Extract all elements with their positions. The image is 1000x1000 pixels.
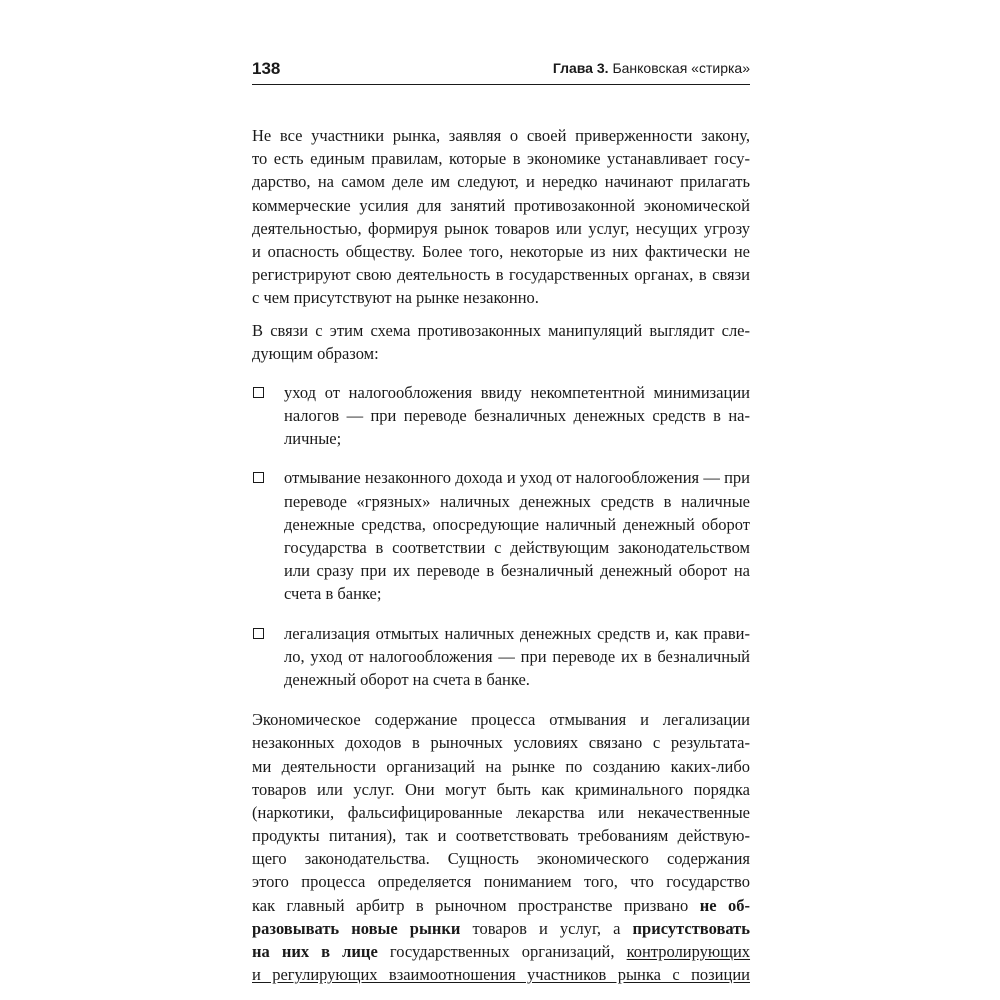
- text-line: и опасность обществу. Более того, некоторые из них фактически не: [252, 241, 750, 261]
- text-line: [252, 894, 750, 917]
- text-line: В связи с этим схема противозаконных манипуляций выглядит сле-: [252, 320, 750, 340]
- list-item: [252, 381, 750, 451]
- text-line: Не все участники рынка, заявляя о своей приверженности закону,: [252, 126, 750, 145]
- paragraph-intro: [252, 124, 750, 310]
- underlined-phrase: контролирующих: [626, 942, 751, 961]
- chapter-label: Глава 3.: [552, 60, 609, 76]
- text-line: [252, 917, 750, 940]
- chapter-title: Банковская «стирка»: [612, 60, 750, 76]
- text-line: отмывание незаконного дохода и уход от налогообложения — при: [284, 468, 750, 488]
- text-line: (наркотики, фальсифицированные лекарства или некачественные: [252, 802, 750, 822]
- text-line: уход от налогообложения ввиду некомпетентной минимизации: [284, 382, 750, 402]
- text-line: денежный оборот на счета в банке.: [284, 669, 530, 689]
- text-segment: товаров и услуг, а: [472, 918, 621, 938]
- text-line: дарство, на самом деле им следуют, и нередко начинают прилагать: [252, 172, 750, 192]
- bold-phrase: присутствовать: [632, 918, 751, 938]
- running-head: [553, 60, 750, 76]
- text-segment: государственных организаций,: [389, 942, 615, 961]
- bold-phrase: разовывать новые рынки: [252, 918, 461, 938]
- page-header: [252, 54, 750, 85]
- text-line: переводе «грязных» наличных денежных средств в наличные: [284, 491, 750, 511]
- text-line: государства в соответствии с действующим законодательством: [284, 538, 750, 557]
- bold-phrase: на них в лице: [252, 942, 378, 961]
- text-line: то есть единым правилам, которые в экономике устанавливает госу-: [252, 149, 750, 169]
- text-line: счета в банке;: [284, 584, 382, 604]
- text-line: или сразу при их переводе в безналичный денежный оборот на: [284, 561, 750, 581]
- underlined-phrase: и регулирующих взаимоотношения участников рынка с позиции: [252, 965, 750, 985]
- text-line: ми деятельности организаций на рынке по созданию каких-либо: [252, 756, 750, 776]
- text-line: денежные средства, опосредующие наличный денежный оборот: [284, 514, 750, 534]
- text-line: Экономическое содержание процесса отмывания и легализации: [252, 710, 750, 730]
- text-line: дующим образом:: [252, 343, 379, 363]
- list-item: [252, 622, 750, 692]
- text-line: [252, 940, 750, 963]
- text-line: с чем присутствуют на рынке незаконно.: [252, 288, 539, 308]
- checkbox-bullet-icon: [253, 472, 264, 483]
- list-item: [252, 466, 750, 605]
- text-line: личные;: [284, 429, 342, 449]
- text-line: [252, 963, 750, 986]
- text-line: легализация отмытых наличных денежных средств и, как прави-: [284, 623, 750, 643]
- text-line: товаров или услуг. Они могут быть как криминального порядка: [252, 779, 750, 799]
- text-line: налогов — при переводе безналичных денежных средств в на-: [284, 406, 750, 426]
- text-line: деятельностью, формируя рынок товаров или услуг, несущих угрозу: [252, 218, 750, 238]
- text-line: ло, уход от налогообложения — при переводе их в безналичный: [284, 646, 750, 666]
- page-body: [252, 124, 750, 986]
- checkbox-bullet-icon: [253, 628, 264, 639]
- paragraph-scheme-intro: [252, 319, 750, 365]
- text-line: коммерческие усилия для занятий противозаконной экономической: [252, 195, 750, 215]
- page-number: 138: [252, 59, 281, 78]
- text-line: этого процесса определяется пониманием того, что государство: [252, 872, 750, 892]
- text-segment: как главный арбитр в рыночном пространстве призвано: [252, 895, 689, 915]
- bold-phrase: не об-: [699, 895, 751, 915]
- text-line: незаконных доходов в рыночных условиях связано с результата-: [252, 733, 750, 753]
- paragraph-economic-content: [252, 708, 750, 986]
- checkbox-bullet-icon: [253, 387, 264, 398]
- text-line: щего законодательства. Сущность экономического содержания: [252, 849, 750, 869]
- text-line: регистрируют свою деятельность в государственных органах, в связи: [252, 265, 750, 285]
- text-line: продукты питания), так и соответствовать требованиям действую-: [252, 826, 750, 846]
